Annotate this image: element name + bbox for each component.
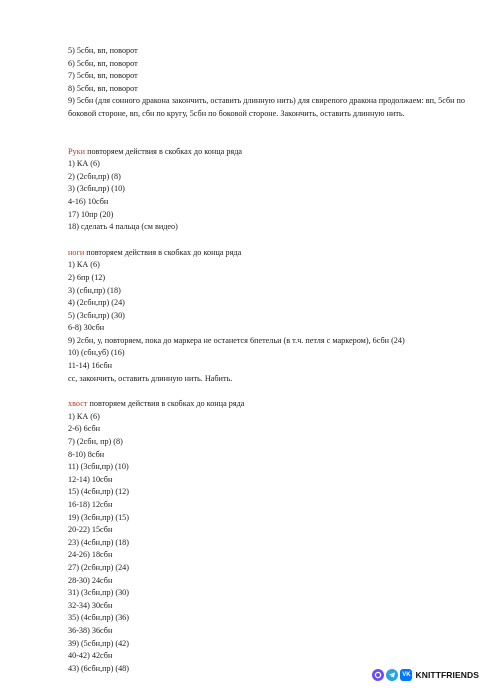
text-line: 8) 5сбн, вп, поворот: [68, 83, 138, 93]
text-line: 7) (2сбн, пр) (8): [68, 437, 123, 447]
max-messenger-icon[interactable]: [372, 669, 384, 681]
telegram-icon[interactable]: [386, 669, 398, 681]
section-tail: [68, 398, 468, 675]
text-line: 5) (3сбн,пр) (30): [68, 310, 125, 320]
text-line: сс, закончить, оставить длинную нить. Набить.: [68, 373, 233, 383]
text-line: 40-42) 42сбн: [68, 651, 113, 661]
text-line: 1) КА (6): [68, 159, 100, 169]
text-line: 27) (2сбн,пр) (24): [68, 562, 129, 572]
section-title: хвост: [68, 399, 88, 409]
text-line: 7) 5сбн, вп, поворот: [68, 71, 138, 81]
text-line: 20-22) 15сбн: [68, 525, 113, 535]
text-line: 5) 5сбн, вп, поворот: [68, 46, 138, 55]
text-line: 18) сделать 4 пальца (см видео): [68, 222, 178, 232]
text-line: 39) (5сбн,пр) (42): [68, 638, 129, 648]
text-line: 24-26) 18сбн: [68, 550, 113, 560]
text-line: 11) (3сбн,пр) (10): [68, 462, 129, 472]
section-legs: [68, 247, 468, 386]
section-heading: [68, 146, 468, 159]
text-line: 6) 5сбн, вп, поворот: [68, 58, 138, 68]
footer-brand: [372, 668, 479, 682]
text-line: 17) 10пр (20): [68, 209, 114, 219]
text-line: 15) (4сбн,пр) (12): [68, 487, 129, 497]
vk-icon[interactable]: VK: [400, 669, 412, 681]
text-line: 31) (3сбн,пр) (30): [68, 588, 129, 598]
text-line: 1) КА (6): [68, 411, 100, 421]
text-line: 32-34) 30сбн: [68, 600, 113, 610]
section-arms: [68, 146, 468, 234]
section-heading: [68, 247, 468, 260]
text-line: 12-14) 10сбн: [68, 474, 113, 484]
section-title: Руки: [68, 146, 86, 156]
text-line: 23) (4сбн,пр) (18): [68, 537, 129, 547]
text-line: 43) (6сбн,пр) (48): [68, 663, 129, 673]
text-line: 3) (3сбн,пр) (10): [68, 184, 125, 194]
text-line: 28-30) 24сбн: [68, 575, 113, 585]
text-paragraph: 9) 2сбн, у, повторяем, пока до маркера не останется 6петельи (в т.ч. петля с маркером), 6сбн (24): [68, 335, 405, 345]
text-line: 11-14) 16сбн: [68, 361, 113, 371]
section-note: повторяем действия в скобках до конца ряда: [84, 247, 242, 257]
text-line: 1) КА (6): [68, 260, 100, 270]
text-line: 2) (2сбн,пр) (8): [68, 171, 121, 181]
section-title: ноги: [68, 247, 85, 257]
text-line: 35) (4сбн,пр) (36): [68, 613, 129, 623]
text-line: 16-18) 12сбн: [68, 500, 113, 509]
text-paragraph: 9) 5сбн (для сонного дракона закончить, оставить длинную нить) для свирепого дракона продолжаем: вп, 5сбн по боковой стороне, вп, сбн по кругу, 5сбн по боковой стороне. Закончить, оставить длинную нить.: [68, 96, 466, 118]
pattern-text: [68, 45, 468, 675]
text-line: 10) (сбн,уб) (16): [68, 348, 125, 358]
text-line: 19) (3сбн,пр) (15): [68, 512, 129, 522]
text-line: 4-16) 10сбн: [68, 196, 109, 206]
text-line: 36-38) 36сбн: [68, 625, 113, 635]
section-note: повторяем действия в скобках до конца ряда: [85, 146, 242, 156]
intro-rows: [68, 45, 468, 121]
section-note: повторяем действия в скобках до конца ряда: [87, 399, 245, 409]
text-line: 2) 6пр (12): [68, 272, 106, 282]
section-heading: [68, 398, 468, 411]
text-line: 4) (2сбн,пр) (24): [68, 298, 125, 308]
text-line: 2-6) 6сбн: [68, 424, 101, 434]
text-line: 8-10) 8сбн: [68, 449, 105, 459]
text-line: 3) (сбн,пр) (18): [68, 285, 121, 295]
text-line: 6-8) 30сбн: [68, 323, 105, 333]
brand-name[interactable]: KNITTFRIENDS: [415, 670, 479, 680]
